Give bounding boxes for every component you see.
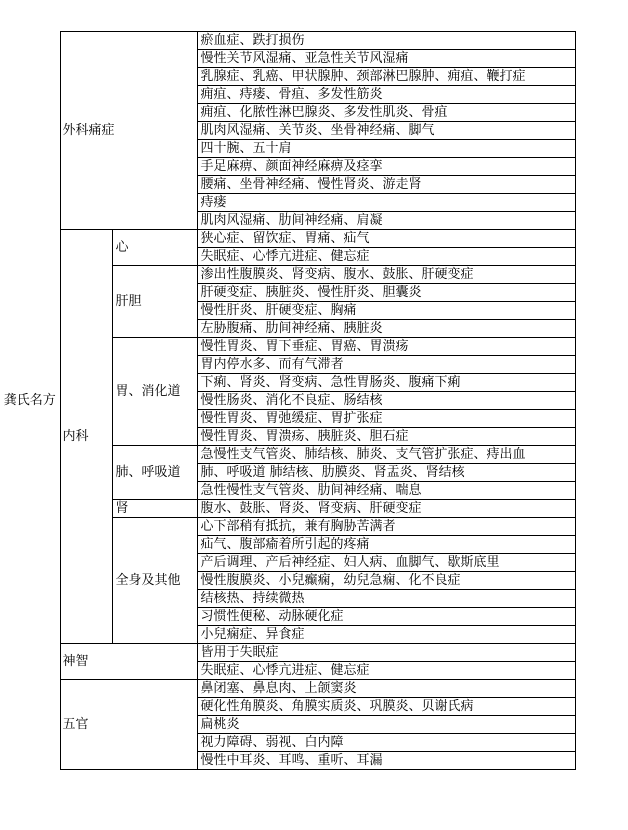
root-label: 龚氏名方	[3, 393, 56, 408]
indication-item: 左胁腹痛、肋间神经痛、胰脏炎	[197, 320, 575, 338]
indication-item: 痈疽、痔瘘、骨疽、多发性筋炎	[197, 86, 575, 104]
indication-item: 失眠症、心悸亢进症、健忘症	[197, 248, 575, 266]
indication-item: 瘀血症、跌打损伤	[197, 32, 575, 50]
remedy-table	[0, 31, 576, 770]
indication-item: 硬化性角膜炎、角膜实质炎、巩膜炎、贝谢氏病	[197, 698, 575, 716]
indication-item: 慢性腹膜炎、小兒癫痫，幼兒急痫、化不良症	[197, 572, 575, 590]
indication-item: 胃内停水多、而有气滞者	[197, 356, 575, 374]
indication-item: 慢性关节风湿痛、亚急性关节风湿痛	[197, 50, 575, 68]
section-name: 神智	[60, 644, 197, 680]
indication-item: 鼻闭塞、鼻息肉、上颌窦炎	[197, 680, 575, 698]
indication-item: 痈疽、化脓性淋巴腺炎、多发性肌炎、骨疽	[197, 104, 575, 122]
indication-item: 四十腕、五十肩	[197, 140, 575, 158]
indication-item: 慢性肠炎、消化不良症、肠结核	[197, 392, 575, 410]
group-name: 肾	[112, 500, 197, 518]
indication-item: 慢性胃炎、胃下垂症、胃癌、胃溃疡	[197, 338, 575, 356]
indication-item: 肺、呼吸道 肺结核、肋膜炎、肾盂炎、肾结核	[197, 464, 575, 482]
indication-item: 慢性肝炎、肝硬变症、胸痛	[197, 302, 575, 320]
group-name: 全身及其他	[112, 518, 197, 644]
table-row	[0, 230, 575, 248]
indication-item: 慢性胃炎、胃溃疡、胰脏炎、胆石症	[197, 428, 575, 446]
indication-item: 心下部稍有抵抗，兼有胸胁苦满者	[197, 518, 575, 536]
indication-item: 视力障碍、弱视、白内障	[197, 734, 575, 752]
indication-item: 下痢、肾炎、肾变病、急性胃肠炎、腹痛下痢	[197, 374, 575, 392]
section-name: 五官	[60, 680, 197, 770]
indication-item: 习惯性便秘、动脉硬化症	[197, 608, 575, 626]
table-row	[0, 32, 575, 50]
indication-item: 结核热、持续微热	[197, 590, 575, 608]
indication-item: 肝硬变症、胰脏炎、慢性肝炎、胆囊炎	[197, 284, 575, 302]
indication-item: 渗出性腹膜炎、肾变病、腹水、鼓胀、肝硬变症	[197, 266, 575, 284]
group-name: 肺、呼吸道	[112, 446, 197, 500]
indication-item: 慢性中耳炎、耳鸣、重听、耳漏	[197, 752, 575, 770]
group-name: 胃、消化道	[112, 338, 197, 446]
indication-item: 腰痛、坐骨神经痛、慢性肾炎、游走肾	[197, 176, 575, 194]
group-name: 肝胆	[112, 266, 197, 338]
indication-item: 急慢性支气管炎、肺结核、肺炎、支气管扩张症、痔出血	[197, 446, 575, 464]
indication-item: 乳腺症、乳癌、甲状腺肿、颈部淋巴腺肿、痈疽、鞭打症	[197, 68, 575, 86]
indication-item: 慢性胃炎、胃弛缓症、胃扩张症	[197, 410, 575, 428]
indication-item: 肌肉风湿痛、肋间神经痛、肩凝	[197, 212, 575, 230]
indication-item: 扁桃炎	[197, 716, 575, 734]
section-name: 外科痛症	[60, 32, 197, 230]
indication-item: 痔瘘	[197, 194, 575, 212]
indication-item: 手足麻痹、颜面神经麻痹及痉挛	[197, 158, 575, 176]
table-row	[0, 644, 575, 662]
indication-item: 肌肉风湿痛、关节炎、坐骨神经痛、脚气	[197, 122, 575, 140]
indication-item: 产后调理、产后神经症、妇人病、血脚气、歇斯底里	[197, 554, 575, 572]
section-name: 内科	[60, 230, 112, 644]
indication-item: 疝气、腹部瘉着所引起的疼痛	[197, 536, 575, 554]
indication-item: 急性慢性支气管炎、肋间神经痛、喘息	[197, 482, 575, 500]
indication-item: 狭心症、留饮症、胃痛、疝气	[197, 230, 575, 248]
indication-item: 失眠症、心悸亢进症、健忘症	[197, 662, 575, 680]
indication-item: 腹水、鼓胀、肾炎、肾变病、肝硬变症	[197, 500, 575, 518]
group-name: 心	[112, 230, 197, 266]
indication-item: 小兒痫症、异食症	[197, 626, 575, 644]
indication-item: 皆用于失眠症	[197, 644, 575, 662]
table-row	[0, 680, 575, 698]
